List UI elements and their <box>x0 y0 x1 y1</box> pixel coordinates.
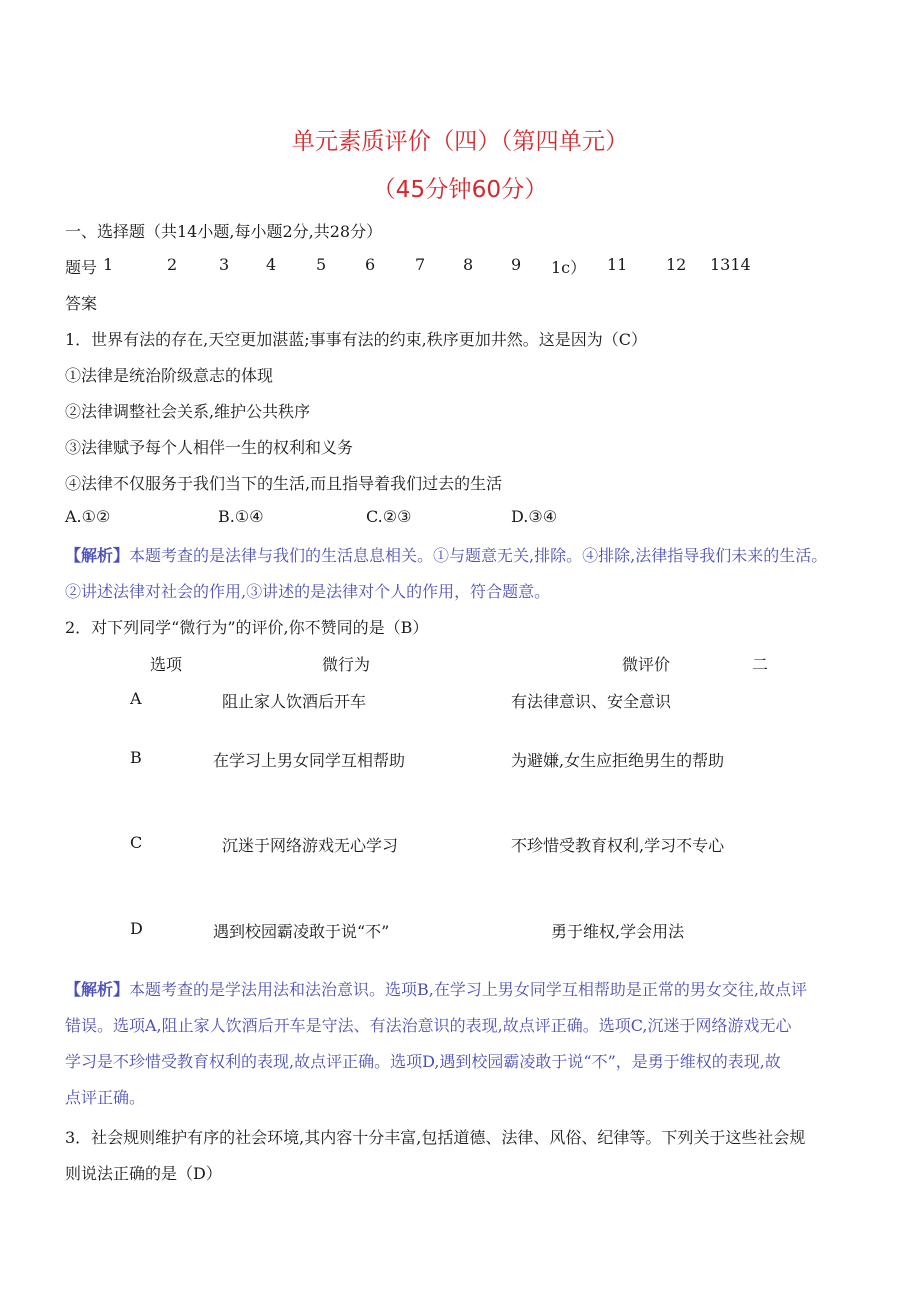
page-title: 单元素质评价（四）（第四单元） <box>291 128 629 155</box>
answer-number: 8 <box>463 255 474 274</box>
answer-number: 2 <box>167 255 178 274</box>
question-2-stem: 2．对下列同学“微行为”的评价,你不赞同的是（B） <box>65 618 429 637</box>
page-subtitle: （45分钟60分） <box>372 176 548 203</box>
table-row-b-behavior: 在学习上男女同学互相帮助 <box>213 751 406 770</box>
table-row-d-evaluation: 勇于维权,学会用法 <box>551 922 685 941</box>
table-row-a-evaluation: 有法律意识、安全意识 <box>511 692 672 711</box>
table-row-c-option: C <box>130 833 143 852</box>
table-row-a-behavior: 阻止家人饮酒后开车 <box>222 692 367 711</box>
question-1-option-a: A.①② <box>65 507 111 526</box>
question-1-analysis-line-2: ②讲述法律对社会的作用,③讲述的是法律对个人的作用，符合题意。 <box>65 582 551 601</box>
answer-number: 1 <box>103 255 114 274</box>
answer-table-header-label: 题号 <box>65 258 98 277</box>
analysis-tag: 【解析】 <box>65 980 130 999</box>
question-2-analysis-line-2: 错误。选项A,阻止家人饮酒后开车是守法、有法治意识的表现,故点评正确。选项C,沉迷于网络游戏无心 <box>65 1016 792 1035</box>
table-header-extra: 二 <box>752 655 769 674</box>
answer-number: 1c） <box>551 258 587 277</box>
answer-number: 3 <box>219 255 230 274</box>
question-3-stem-line-2: 则说法正确的是（D） <box>65 1164 222 1183</box>
question-1-option-d: D.③④ <box>511 507 558 526</box>
table-row-b-evaluation: 为避嫌,女生应拒绝男生的帮助 <box>511 751 725 770</box>
table-header-option: 选项 <box>150 655 183 674</box>
table-header-behavior: 微行为 <box>322 655 371 674</box>
analysis-text: 本题考查的是法律与我们的生活息息相关。①与题意无关,排除。④排除,法律指导我们未来的生活。 <box>129 546 828 565</box>
question-2-analysis-line-3: 学习是不珍惜受教育权利的表现,故点评正确。选项D,遇到校园霸凌敢于说“不”，是勇于维权的表现,故 <box>65 1052 781 1071</box>
question-1-stem: 1．世界有法的存在,天空更加湛蓝;事事有法的约束,秩序更加井然。这是因为（C） <box>65 330 647 349</box>
answer-number: 5 <box>316 255 327 274</box>
question-1-item: ④法律不仅服务于我们当下的生活,而且指导着我们过去的生活 <box>65 474 503 493</box>
analysis-tag: 【解析】 <box>65 546 130 565</box>
table-row-c-evaluation: 不珍惜受教育权利,学习不专心 <box>511 836 725 855</box>
table-row-d-behavior: 遇到校园霸凌敢于说“不” <box>213 922 390 941</box>
question-1-option-c: C.②③ <box>366 507 412 526</box>
question-1-item: ③法律赋予每个人相伴一生的权利和义务 <box>65 438 354 457</box>
answer-number: 4 <box>266 255 277 274</box>
question-1-item: ①法律是统治阶级意志的体现 <box>65 366 274 385</box>
answer-number: 12 <box>666 255 687 274</box>
answer-table-answer-label: 答案 <box>65 294 98 313</box>
table-header-evaluation: 微评价 <box>622 655 671 674</box>
answer-number: 7 <box>415 255 426 274</box>
analysis-text: 本题考查的是学法用法和法治意识。选项B,在学习上男女同学互相帮助是正常的男女交往,故点评 <box>129 980 807 999</box>
answer-number: 9 <box>511 255 522 274</box>
answer-number: 1314 <box>710 255 751 274</box>
question-2-analysis-line-4: 点评正确。 <box>65 1088 146 1107</box>
table-row-d-option: D <box>130 919 143 938</box>
section-heading: 一、选择题（共14小题,每小题2分,共28分） <box>65 222 383 241</box>
table-row-c-behavior: 沉迷于网络游戏无心学习 <box>222 836 399 855</box>
table-row-a-option: A <box>130 689 142 708</box>
question-1-analysis-line-1 <box>65 543 827 566</box>
question-1-option-b: B.①④ <box>218 507 264 526</box>
question-1-item: ②法律调整社会关系,维护公共秩序 <box>65 402 311 421</box>
table-row-b-option: B <box>130 748 142 767</box>
answer-number: 6 <box>365 255 376 274</box>
question-3-stem-line-1: 3．社会规则维护有序的社会环境,其内容十分丰富,包括道德、法律、风俗、纪律等。下列关于这些社会规 <box>65 1128 806 1147</box>
answer-number: 11 <box>607 255 628 274</box>
question-2-analysis-line-1 <box>65 977 807 1000</box>
